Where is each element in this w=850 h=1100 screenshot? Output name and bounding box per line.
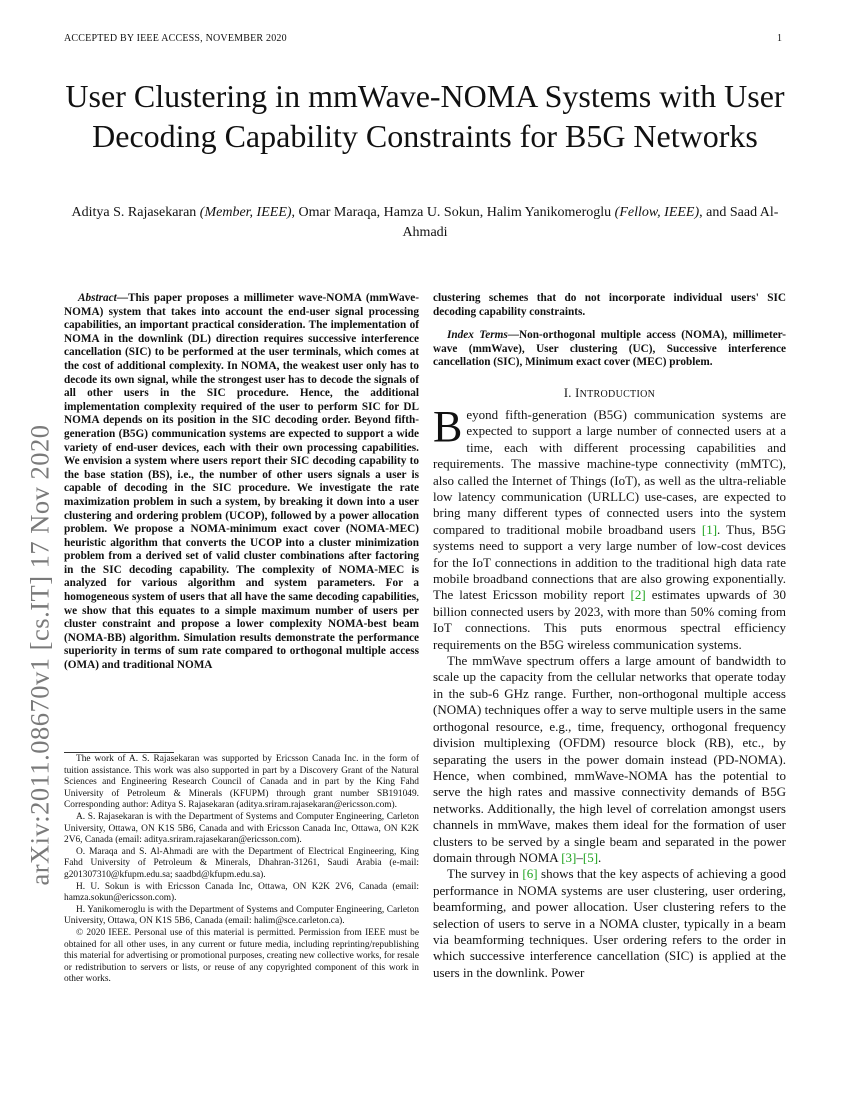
section-number: I.	[563, 385, 576, 400]
left-column	[64, 292, 419, 673]
authors-end: , and Saad Al-Ahmadi	[402, 205, 779, 240]
footnote: The work of A. S. Rajasekaran was supported by Ericsson Canada Inc. in the form of tuition assistance. This work was also supported in part by a Discovery Grant of the Natural Sciences and Engineering Research Council of Canada and in part by the King Fahd University of Petroleum & Minerals (KFUPM) through grant number SB191049. Corresponding author: Aditya S. Rajasekaran (aditya.sriram.rajasekaran@ericsson.com).	[64, 754, 419, 811]
running-header: ACCEPTED BY IEEE ACCESS, NOVEMBER 2020	[64, 33, 287, 44]
footnote: H. Yanikomeroglu is with the Department of Systems and Computer Engineering, Carleton University, Ottawa, ON K1S 5B6, Canada (email: halim@sce.carleton.ca).	[64, 904, 419, 927]
citation-link[interactable]: [3]	[561, 849, 577, 865]
footnote: H. U. Sokun is with Ericsson Canada Inc, Ottawa, ON K2K 2V6, Canada (email: hamza.sokun@ericsson.com).	[64, 881, 419, 904]
author-5-membership: (Fellow, IEEE)	[614, 205, 700, 220]
author-1: Aditya S. Rajasekaran	[71, 205, 197, 220]
index-terms	[433, 329, 786, 370]
footnote: © 2020 IEEE. Personal use of this material is permitted. Permission from IEEE must be obtained for all other uses, in any current or future media, including reprinting/republishing this material for advertising or promotional purposes, creating new collective works, for resale or redistribution to servers or lists, or reuse of any copyrighted component of this work in other works.	[64, 927, 419, 985]
section-title-initial: I	[575, 385, 580, 400]
intro-p1-text-b: . Thus, B5G systems need to support a very large number of low-cost devices for the IoT connections in addition to the traditional high data rate mobile broadband connections that are also growing exponentially. The latest Ericsson mobility report	[433, 521, 786, 603]
index-terms-text: —Non-orthogonal multiple access (NOMA), millimeter-wave (mmWave), User clustering (UC), Successive interference cancellation (SIC), Minimum exact cover (MEC) problem.	[433, 329, 787, 369]
intro-paragraph-1	[433, 401, 786, 653]
intro-p2-text-a: The mmWave spectrum offers a large amount of bandwidth to scale up the capacity from the cellular networks that operate today in the sub-6 GHz range. Further, non-orthogonal multiple access (NOMA) techniques offer a way to serve multiple users in the same orthogonal resource, e.g., time, frequency, orthogonal frequency division multiplexing (OFDM) resource block (RB), etc., by separating the users in the power domain instead (PD-NOMA). Hence, when combined, mmWave-NOMA has the potential to serve the high rates and massive connectivity demands of B5G networks. Additionally, the high level of correlation amongst users channels in mmWave, makes them ideal for the formation of user clusters to be served by a single beam and separated in the power domain through NOMA	[433, 653, 786, 865]
intro-p1-text-c: estimates upwards of 30 billion connected users by 2023, with more than 50% coming from IoT connections. This puts enormous spectral efficiency requirements on the B5G wireless communication systems.	[433, 587, 786, 652]
intro-p3-text-b: shows that the key aspects of achieving a good performance in NOMA systems are user clustering, user ordering, beamforming, and power allocation. User clustering refers to the selection of users to serve in a NOMA cluster, typically in a beam via beamforming techniques. User ordering refers to the order in which successive interference cancellation (SIC) is applied at the users in the downlink. Power	[433, 866, 787, 980]
arxiv-stamp: arXiv:2011.08670v1 [cs.IT] 17 Nov 2020	[24, 424, 55, 886]
footnotes	[64, 754, 419, 986]
right-column	[433, 292, 786, 981]
abstract-continuation: clustering schemes that do not incorporate individual users' SIC decoding capability constraints.	[433, 292, 786, 318]
page-number: 1	[777, 33, 782, 44]
footnote: A. S. Rajasekaran is with the Department of Systems and Computer Engineering, Carleton University, Ottawa, ON K1S 5B6, Canada and with Ericsson Canada Inc, Ottawa, ON K2K 2V6, Canada (email: aditya.sriram.rajasekaran@ericsson.com).	[64, 811, 419, 846]
citation-link[interactable]: [2]	[630, 587, 646, 603]
intro-p3-text-a: The survey in	[447, 866, 523, 882]
author-list	[60, 203, 790, 243]
intro-paragraph-2	[433, 653, 786, 866]
index-terms-lead: Index Terms	[447, 329, 508, 342]
abstract-text: —This paper proposes a millimeter wave-NOMA (mmWave-NOMA) system that takes into account the end-user signal processing capabilities, an important practical consideration. The implementation of NOMA in the downlink (DL) direction requires successive interference cancellation (SIC) to be performed at the user terminals, which comes at the cost of additional complexity. In NOMA, the weakest user only has to decode its own signal, while the strongest user has to decode the signals of all other users in the SIC procedure. Hence, the additional implementation complexity required of the user to perform SIC for DL NOMA depends on its position in the SIC decoding order. Beyond fifth-generation (B5G) communication systems are expected to support a wide variety of end-user devices, each with their own processing capabilities. We envision a system where users report their SIC decoding capability to the base station (BS), i.e., the number of other users signals a user is capable of decoding in the SIC procedure. We investigate the rate maximization problem in such a system, by breaking it down into a user clustering and ordering problem (UCOP), followed by a power allocation problem. We propose a NOMA-minimum exact cover (NOMA-MEC) heuristic algorithm that converts the UCOP into a cluster minimization problem from a derived set of valid cluster combinations after factoring in the SIC decoding capability. The complexity of NOMA-MEC is analyzed for various algorithm and system parameters. For a homogeneous system of users that all have the same decoding capabilities, we show that this equates to a simple maximum number of users per cluster constraint and propose a lower complexity NOMA-best beam (NOMA-BB) algorithm. Simulation results demonstrate the performance superiority in terms of sum rate compared to orthogonal multiple access (OMA) and traditional NOMA	[64, 292, 419, 672]
citation-link[interactable]: [1]	[701, 521, 718, 537]
footnote: O. Maraqa and S. Al-Ahmadi are with the Department of Electrical Engineering, King Fahd University of Petroleum & Minerals, Dhahran-31261, Saudi Arabia (e-mail: g201307310@kfupm.edu.sa; saadbd@kfupm.edu.sa).	[64, 846, 419, 880]
section-title-rest: NTRODUCTION	[579, 388, 656, 400]
intro-p2-text-b: .	[598, 849, 602, 865]
author-1-membership: (Member, IEEE)	[199, 205, 292, 220]
drop-cap: B	[433, 401, 463, 451]
abstract-lead: Abstract	[78, 292, 117, 304]
abstract	[64, 292, 419, 673]
section-heading-introduction	[433, 386, 786, 401]
footnote-rule	[64, 752, 174, 753]
intro-paragraph-3	[433, 866, 786, 981]
citation-range-dash: –	[576, 849, 583, 865]
citation-link[interactable]: [5]	[582, 849, 599, 865]
citation-link[interactable]: [6]	[522, 866, 538, 882]
authors-middle: , Omar Maraqa, Hamza U. Sokun, Halim Yanikomeroglu	[291, 205, 612, 220]
intro-p1-text-a: eyond fifth-generation (B5G) communication systems are expected to support a large number of connected users at a time, each with different processing capabilities and requirements. The massive machine-type connectivity (mMTC), also called the Internet of Things (IoT), as well as the ultra-reliable low latency communication (URLLC) use-cases, are expected to bring many different types of connected users into the system compared to traditional mobile broadband users	[433, 406, 786, 537]
paper-title: User Clustering in mmWave-NOMA Systems with User Decoding Capability Constraints for B5G Networks	[65, 78, 785, 154]
